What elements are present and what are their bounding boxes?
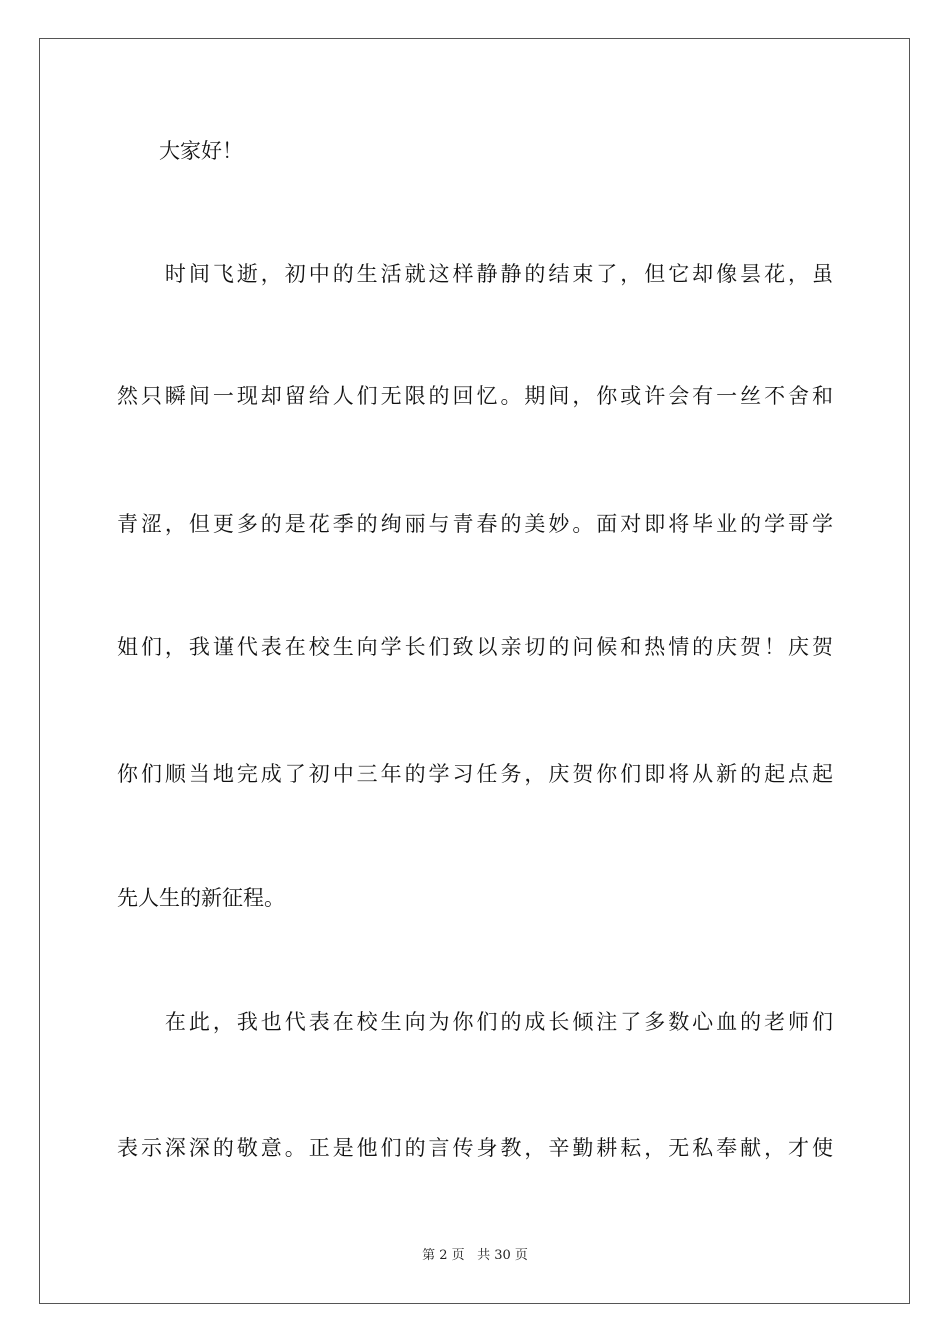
page-border — [39, 38, 910, 1304]
paragraph-line: 先人生的新征程。 — [117, 886, 285, 910]
paragraph-line: 大家好！ — [117, 139, 243, 163]
paragraph-line: 时间飞逝，初中的生活就这样静静的结束了，但它却像昙花，虽 — [117, 262, 833, 286]
paragraph-line: 在此，我也代表在校生向为你们的成长倾注了多数心血的老师们 — [117, 1010, 833, 1034]
footer-separator — [465, 1248, 477, 1263]
paragraph-line: 然只瞬间一现却留给人们无限的回忆。期间，你或许会有一丝不舍和 — [117, 384, 833, 408]
paragraph-line: 表示深深的敬意。正是他们的言传身教，辛勤耕耘，无私奉献，才使 — [117, 1136, 833, 1160]
paragraph-line: 青涩，但更多的是花季的绚丽与青春的美妙。面对即将毕业的学哥学 — [117, 512, 833, 536]
paragraph-line: 你们顺当地完成了初中三年的学习任务，庆贺你们即将从新的起点起 — [117, 762, 833, 786]
total-pages: 共 30 页 — [477, 1248, 528, 1263]
paragraph-line: 姐们，我谨代表在校生向学长们致以亲切的问候和热情的庆贺！庆贺 — [117, 635, 833, 659]
page-footer — [0, 1246, 950, 1266]
page-number: 第 2 页 — [422, 1248, 465, 1263]
